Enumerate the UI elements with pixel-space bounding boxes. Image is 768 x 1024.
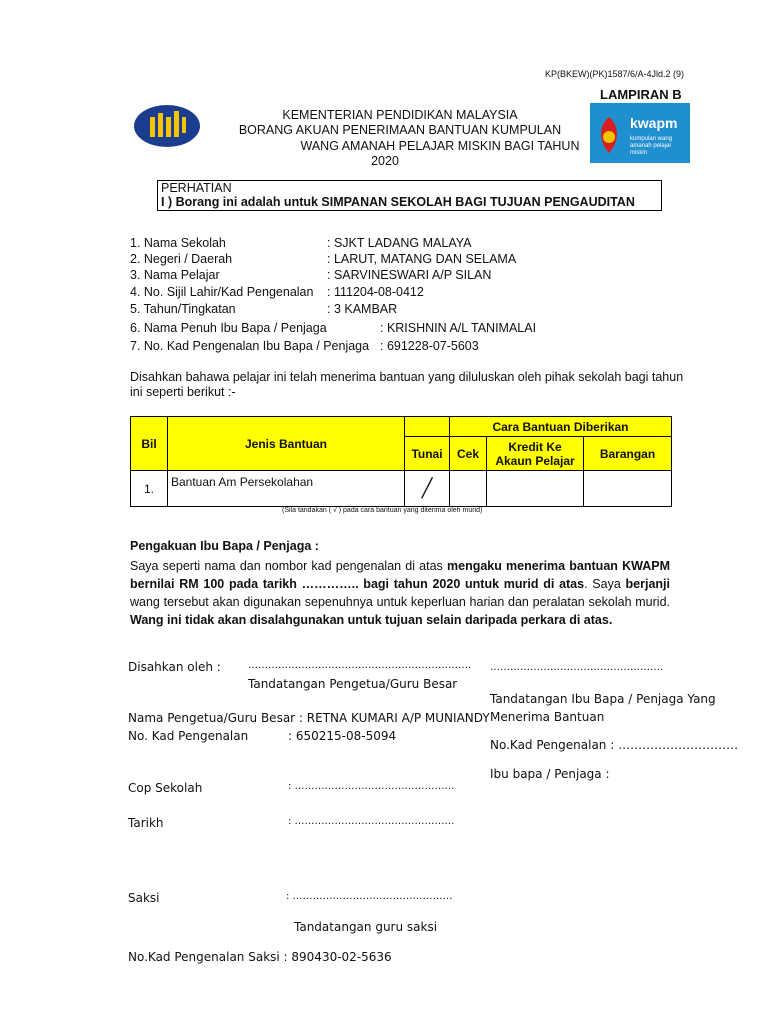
pengakuan-part: . Saya xyxy=(584,577,626,591)
ministry-logo xyxy=(133,103,201,149)
kwapm-logo xyxy=(590,103,690,163)
col-bil: Bil xyxy=(131,417,168,471)
detail-value: : 3 KAMBAR xyxy=(327,302,398,316)
col-barangan: Barangan xyxy=(584,437,672,471)
detail-label: 5. Tahun/Tingkatan xyxy=(130,302,236,316)
disahkan-dots: …………………………………………………………. xyxy=(248,660,472,671)
tt-saksi: Tandatangan guru saksi xyxy=(294,920,438,934)
pengakuan-part: Saya seperti nama dan nombor kad pengenalan di atas xyxy=(130,559,447,573)
kwapm-emblem-icon xyxy=(594,107,624,159)
confirmation-text: Disahkan bahawa pelajar ini telah menerima bantuan yang diluluskan oleh pihak sekolah bagi tahun ini seperti berikut :- xyxy=(130,370,684,399)
kwapm-wordmark: kwapm xyxy=(630,115,678,131)
detail-value: : 111204-08-0412 xyxy=(327,285,424,299)
table-note: (Sila tandakan ( √ ) pada cara bantuan yang diterima oleh murid) xyxy=(282,507,483,514)
title-line-3: WANG AMANAH PELAJAR MISKIN BAGI TAHUN xyxy=(300,139,580,153)
kp-ibu-bapa: No.Kad Pengenalan : ………………………… xyxy=(490,738,739,752)
saksi-field: : ………………………………………… xyxy=(286,891,453,902)
pengakuan-bold: berjanji xyxy=(625,577,670,591)
notice-box xyxy=(157,180,662,211)
notice-text: I ) Borang ini adalah untuk SIMPANAN SEKOLAH BAGI TUJUAN PENGAUDITAN xyxy=(161,195,635,209)
detail-label: 6. Nama Penuh Ibu Bapa / Penjaga xyxy=(130,321,327,335)
cara-spacer xyxy=(405,417,450,437)
ibu-sign-dots: ……………………………………………. xyxy=(490,662,664,673)
detail-value: : SARVINESWARI A/P SILAN xyxy=(327,268,492,282)
detail-value: : KRISHNIN A/L TANIMALAI xyxy=(380,321,537,335)
kp-pengetua-label: No. Kad Pengenalan xyxy=(128,729,249,743)
kp-pengetua-value: : 650215-08-5094 xyxy=(288,729,397,743)
col-tunai: Tunai xyxy=(405,437,450,471)
row-jenis: Bantuan Am Persekolahan xyxy=(168,471,405,507)
tarikh-field: : ………………………………………… xyxy=(288,816,455,827)
title-line-4: 2020 xyxy=(371,154,399,168)
reference-number: KP(BKEW)(PK)1587/6/A-4Jld.2 (9) xyxy=(545,69,685,79)
pengakuan-bold: Wang ini tidak akan disalahgunakan untuk tujuan selain daripada perkara di atas. xyxy=(130,613,613,627)
detail-value: : 691228-07-5603 xyxy=(380,339,479,353)
detail-label: 2. Negeri / Daerah xyxy=(130,252,233,266)
row-kredit xyxy=(487,471,584,507)
row-bil: 1. xyxy=(131,471,168,507)
pengakuan-text xyxy=(130,557,670,629)
lampiran-label: LAMPIRAN B xyxy=(600,87,682,102)
detail-label: 1. Nama Sekolah xyxy=(130,236,226,250)
ibu-bapa-label: Ibu bapa / Penjaga : xyxy=(490,767,610,781)
tt-pengetua: Tandatangan Pengetua/Guru Besar xyxy=(248,677,458,691)
assistance-table xyxy=(130,416,672,507)
notice-heading: PERHATIAN xyxy=(161,181,232,195)
detail-value: : LARUT, MATANG DAN SELAMA xyxy=(327,252,517,266)
row-tunai-mark: ╱ xyxy=(405,471,450,507)
disahkan-label: Disahkan oleh : xyxy=(128,660,221,674)
pengakuan-bold: mengaku menerima bantuan KWAPM bernilai RM 100 pada tarikh ………….. bagi tahun 2020 untuk murid di atas xyxy=(130,559,670,591)
title-line-1: KEMENTERIAN PENDIDIKAN MALAYSIA xyxy=(282,108,518,122)
tt-ibu-bapa: Tandatangan Ibu Bapa / Penjaga Yang Menerima Bantuan xyxy=(490,692,716,724)
col-kredit: Kredit Ke Akaun Pelajar xyxy=(487,437,584,471)
col-jenis: Jenis Bantuan xyxy=(168,417,405,471)
detail-label: 7. No. Kad Pengenalan Ibu Bapa / Penjaga xyxy=(130,339,370,353)
cop-sekolah-field: : ………………………………………… xyxy=(288,781,455,792)
kwapm-subtitle: kumpulan wang amanah pelajar miskin xyxy=(630,136,673,156)
pengakuan-heading: Pengakuan Ibu Bapa / Penjaga : xyxy=(130,539,319,553)
col-cara: Cara Bantuan Diberikan xyxy=(450,417,672,437)
saksi-label: Saksi xyxy=(128,891,160,905)
row-barangan xyxy=(584,471,672,507)
row-cek xyxy=(450,471,487,507)
pengakuan-part: wang tersebut akan digunakan sepenuhnya untuk keperluan harian dan peralatan sekolah murid. xyxy=(130,595,670,609)
detail-value: : SJKT LADANG MALAYA xyxy=(327,236,472,250)
title-line-2: BORANG AKUAN PENERIMAAN BANTUAN KUMPULAN xyxy=(238,123,562,137)
cop-sekolah-label: Cop Sekolah xyxy=(128,781,203,795)
detail-label: 4. No. Sijil Lahir/Kad Pengenalan xyxy=(130,285,314,299)
kp-saksi: No.Kad Pengenalan Saksi : 890430-02-5636 xyxy=(128,950,392,964)
nama-pengetua: Nama Pengetua/Guru Besar : RETNA KUMARI A/P MUNIANDY xyxy=(128,711,490,725)
detail-label: 3. Nama Pelajar xyxy=(130,268,220,282)
tarikh-label: Tarikh xyxy=(128,816,164,830)
col-cek: Cek xyxy=(450,437,487,471)
